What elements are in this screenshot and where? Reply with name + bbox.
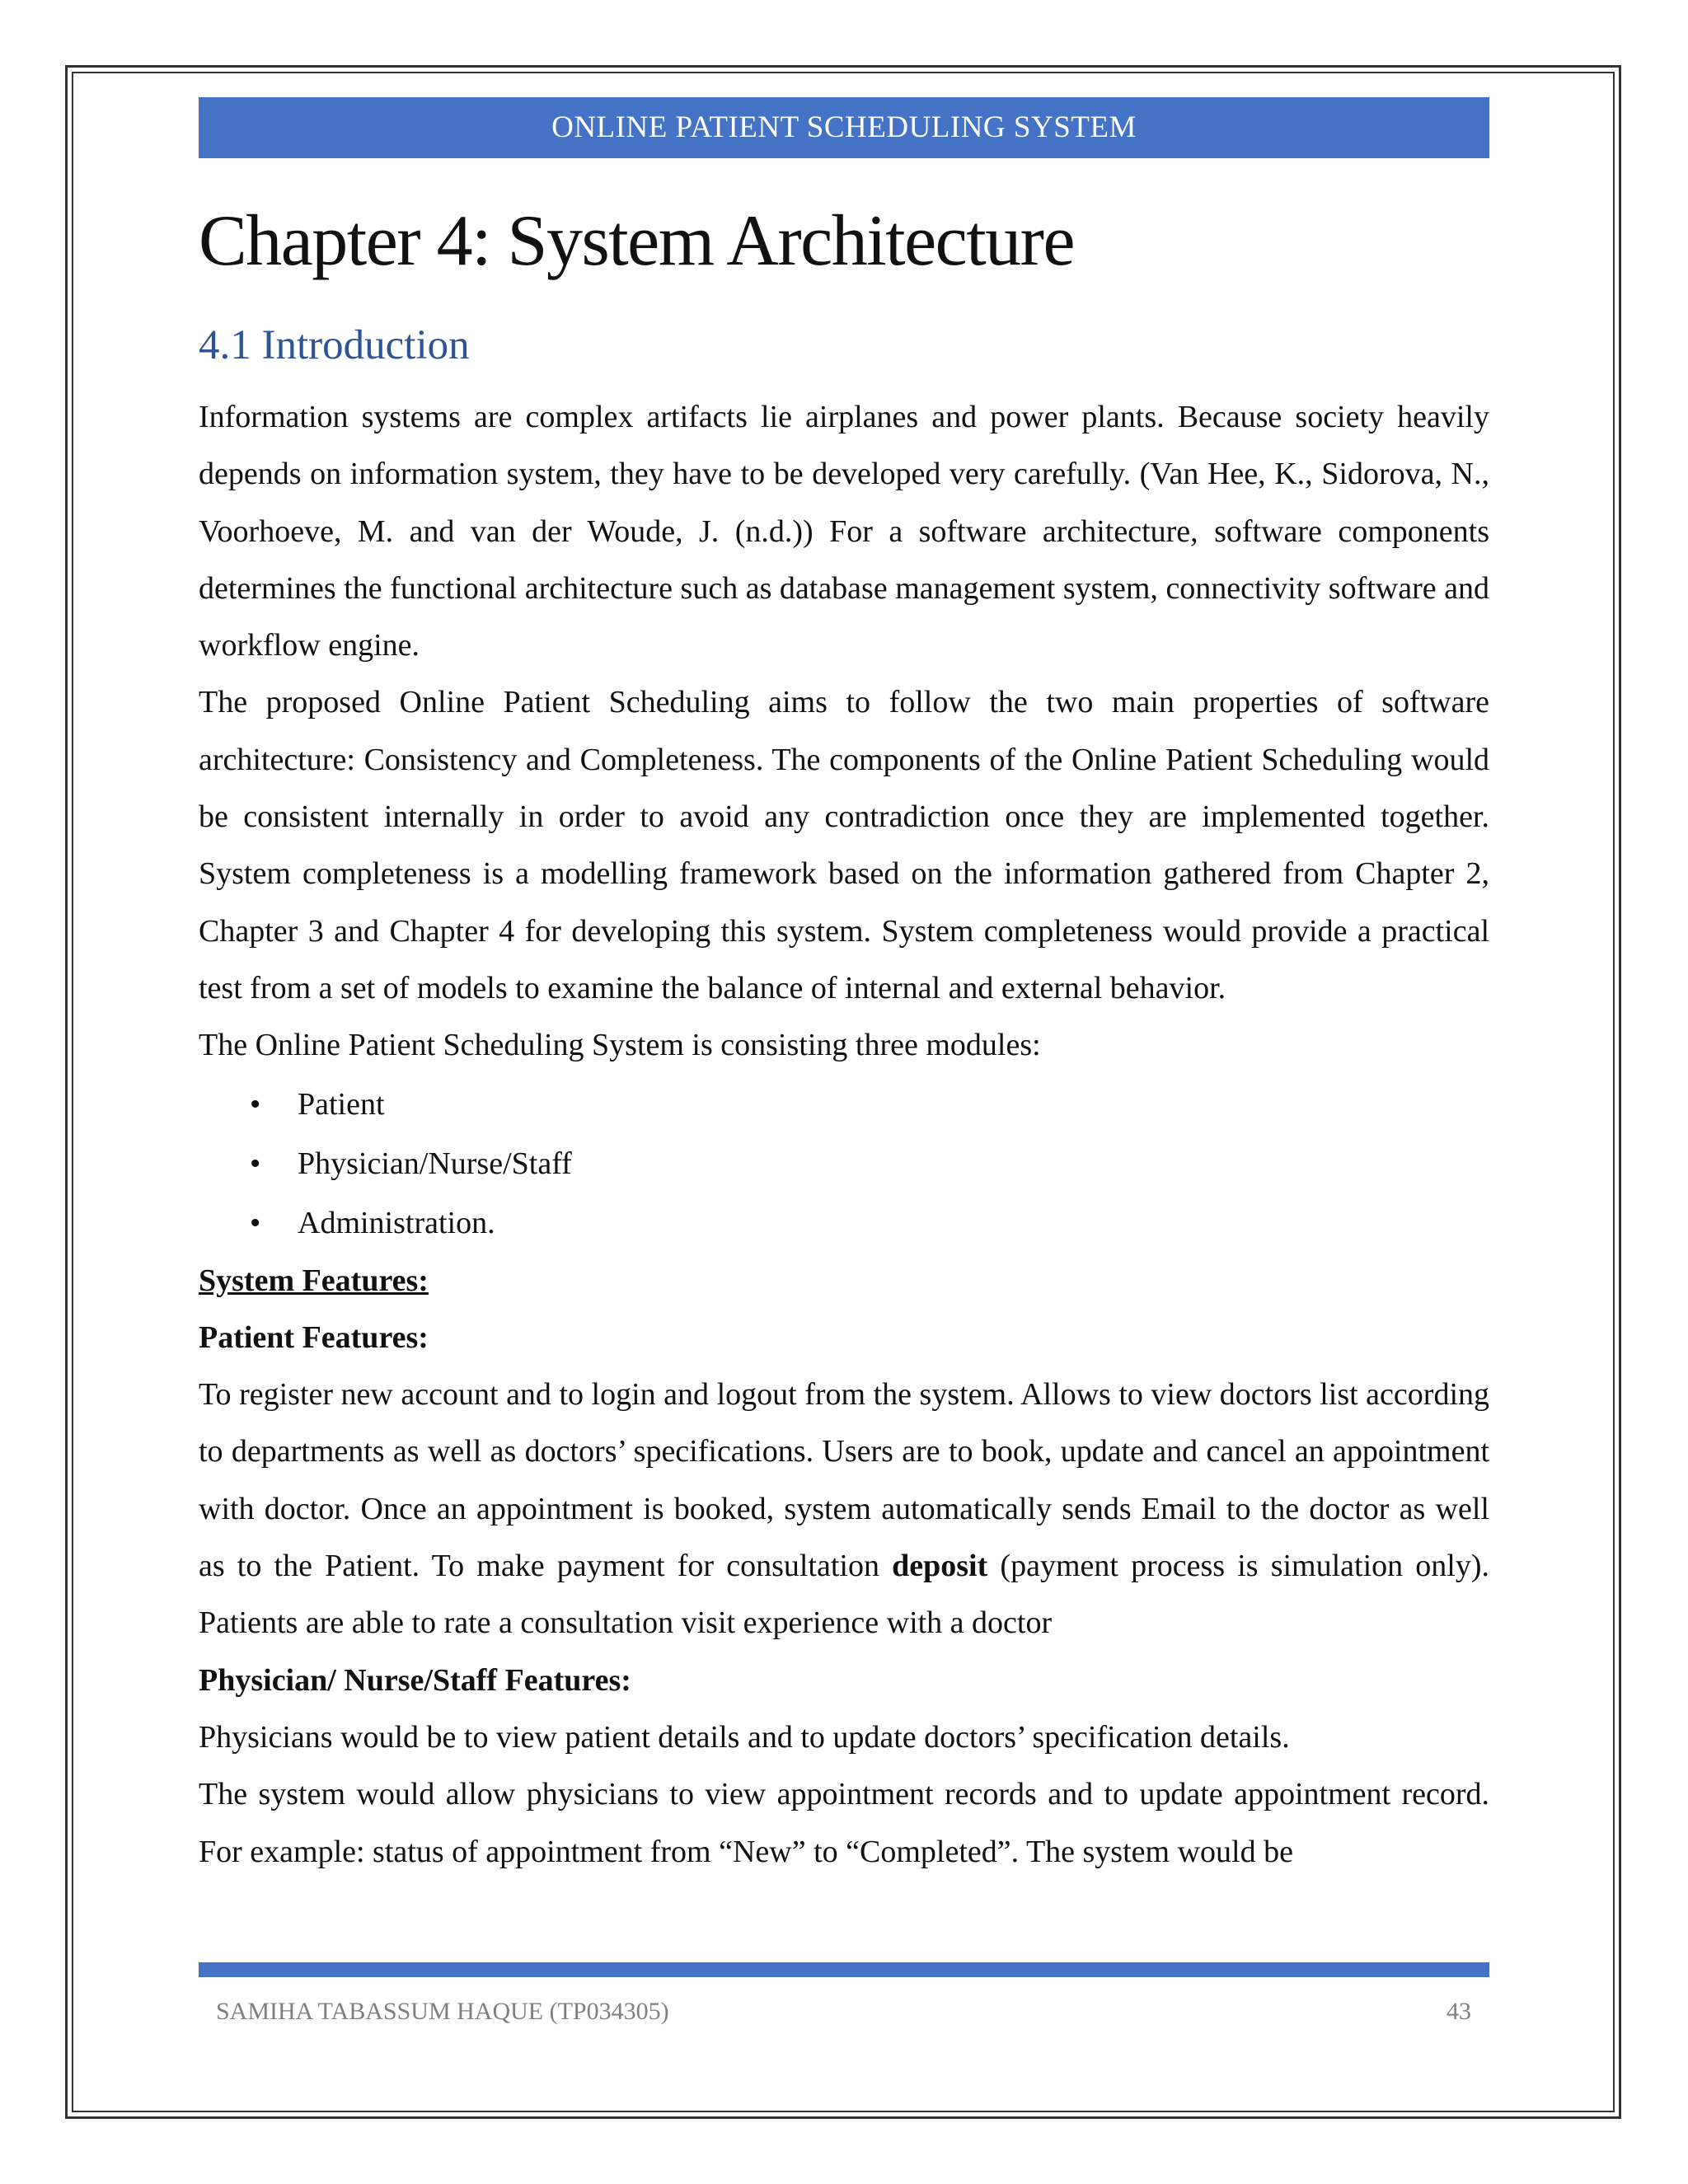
module-label: Administration. (298, 1205, 495, 1240)
physician-features-text-1: Physicians would be to view patient details and to update doctors’ specification details. (199, 1719, 1290, 1755)
page-number: 43 (1447, 1998, 1471, 2025)
physician-features-heading: Physician/ Nurse/Staff Features: (199, 1662, 631, 1698)
list-item (199, 1134, 1489, 1193)
bullet-icon: • (250, 1086, 261, 1122)
running-header: ONLINE PATIENT SCHEDULING SYSTEM (199, 97, 1489, 158)
module-label: Physician/Nurse/Staff (298, 1146, 572, 1181)
module-list (199, 1075, 1489, 1253)
physician-features-text-2: The system would allow physicians to view appointment records and to update appointment record. For example: status of appointment from “New” to “Completed”. The system would be (199, 1777, 1489, 1869)
paragraph-modules: The Online Patient Scheduling System is consisting three modules: (199, 1028, 1041, 1063)
paragraph-intro: Information systems are complex artifacts lie airplanes and power plants. Because society heavily depends on information system, they have to be developed very carefully. (Van Hee, K., Sidorova, N., Voorhoeve, M. and van der Woude, J. (n.d.)) For a software architecture, software components determines the functional architecture such as database management system, connectivity software and workflow engine. (199, 400, 1489, 663)
paragraph-architecture: The proposed Online Patient Scheduling aims to follow the two main properties of software architecture: Consistency and Completeness. The components of the Online Patient Scheduling would be consistent internally in order to avoid any contradiction once they are implemented together. System completeness is a modelling framework based on the information gathered from Chapter 2, Chapter 3 and Chapter 4 for developing this system. System completeness would provide a practical test from a set of models to examine the balance of internal and external behavior. (199, 685, 1489, 1005)
bullet-icon: • (250, 1205, 261, 1240)
system-features-heading: System Features: (199, 1263, 429, 1298)
module-label: Patient (298, 1086, 385, 1122)
bullet-icon: • (250, 1146, 261, 1181)
patient-features-text-after: (payment process is simulation only). Patients are able to rate a consultation visit experience with a doctor (199, 1549, 1489, 1641)
chapter-title: Chapter 4: System Architecture (199, 201, 1075, 281)
patient-features-heading: Patient Features: (199, 1319, 429, 1355)
section-title: 4.1 Introduction (199, 322, 470, 368)
patient-features-text-before: To register new account and to login and logout from the system. Allows to view doctors list according to departments as well as doctors’ specifications. Users are to book, update and cancel an appointment with doctor. Once an appointment is booked, system automatically sends Email to the doctor as well as to the Patient. To make payment for consultation (199, 1377, 1489, 1584)
footer-author: SAMIHA TABASSUM HAQUE (TP034305) (216, 1998, 669, 2025)
list-item (199, 1193, 1489, 1253)
patient-features-text (199, 1366, 1489, 1652)
body-text (199, 389, 1489, 1881)
deposit-term: deposit (892, 1549, 988, 1584)
footer-rule (199, 1962, 1489, 1977)
list-item (199, 1075, 1489, 1134)
